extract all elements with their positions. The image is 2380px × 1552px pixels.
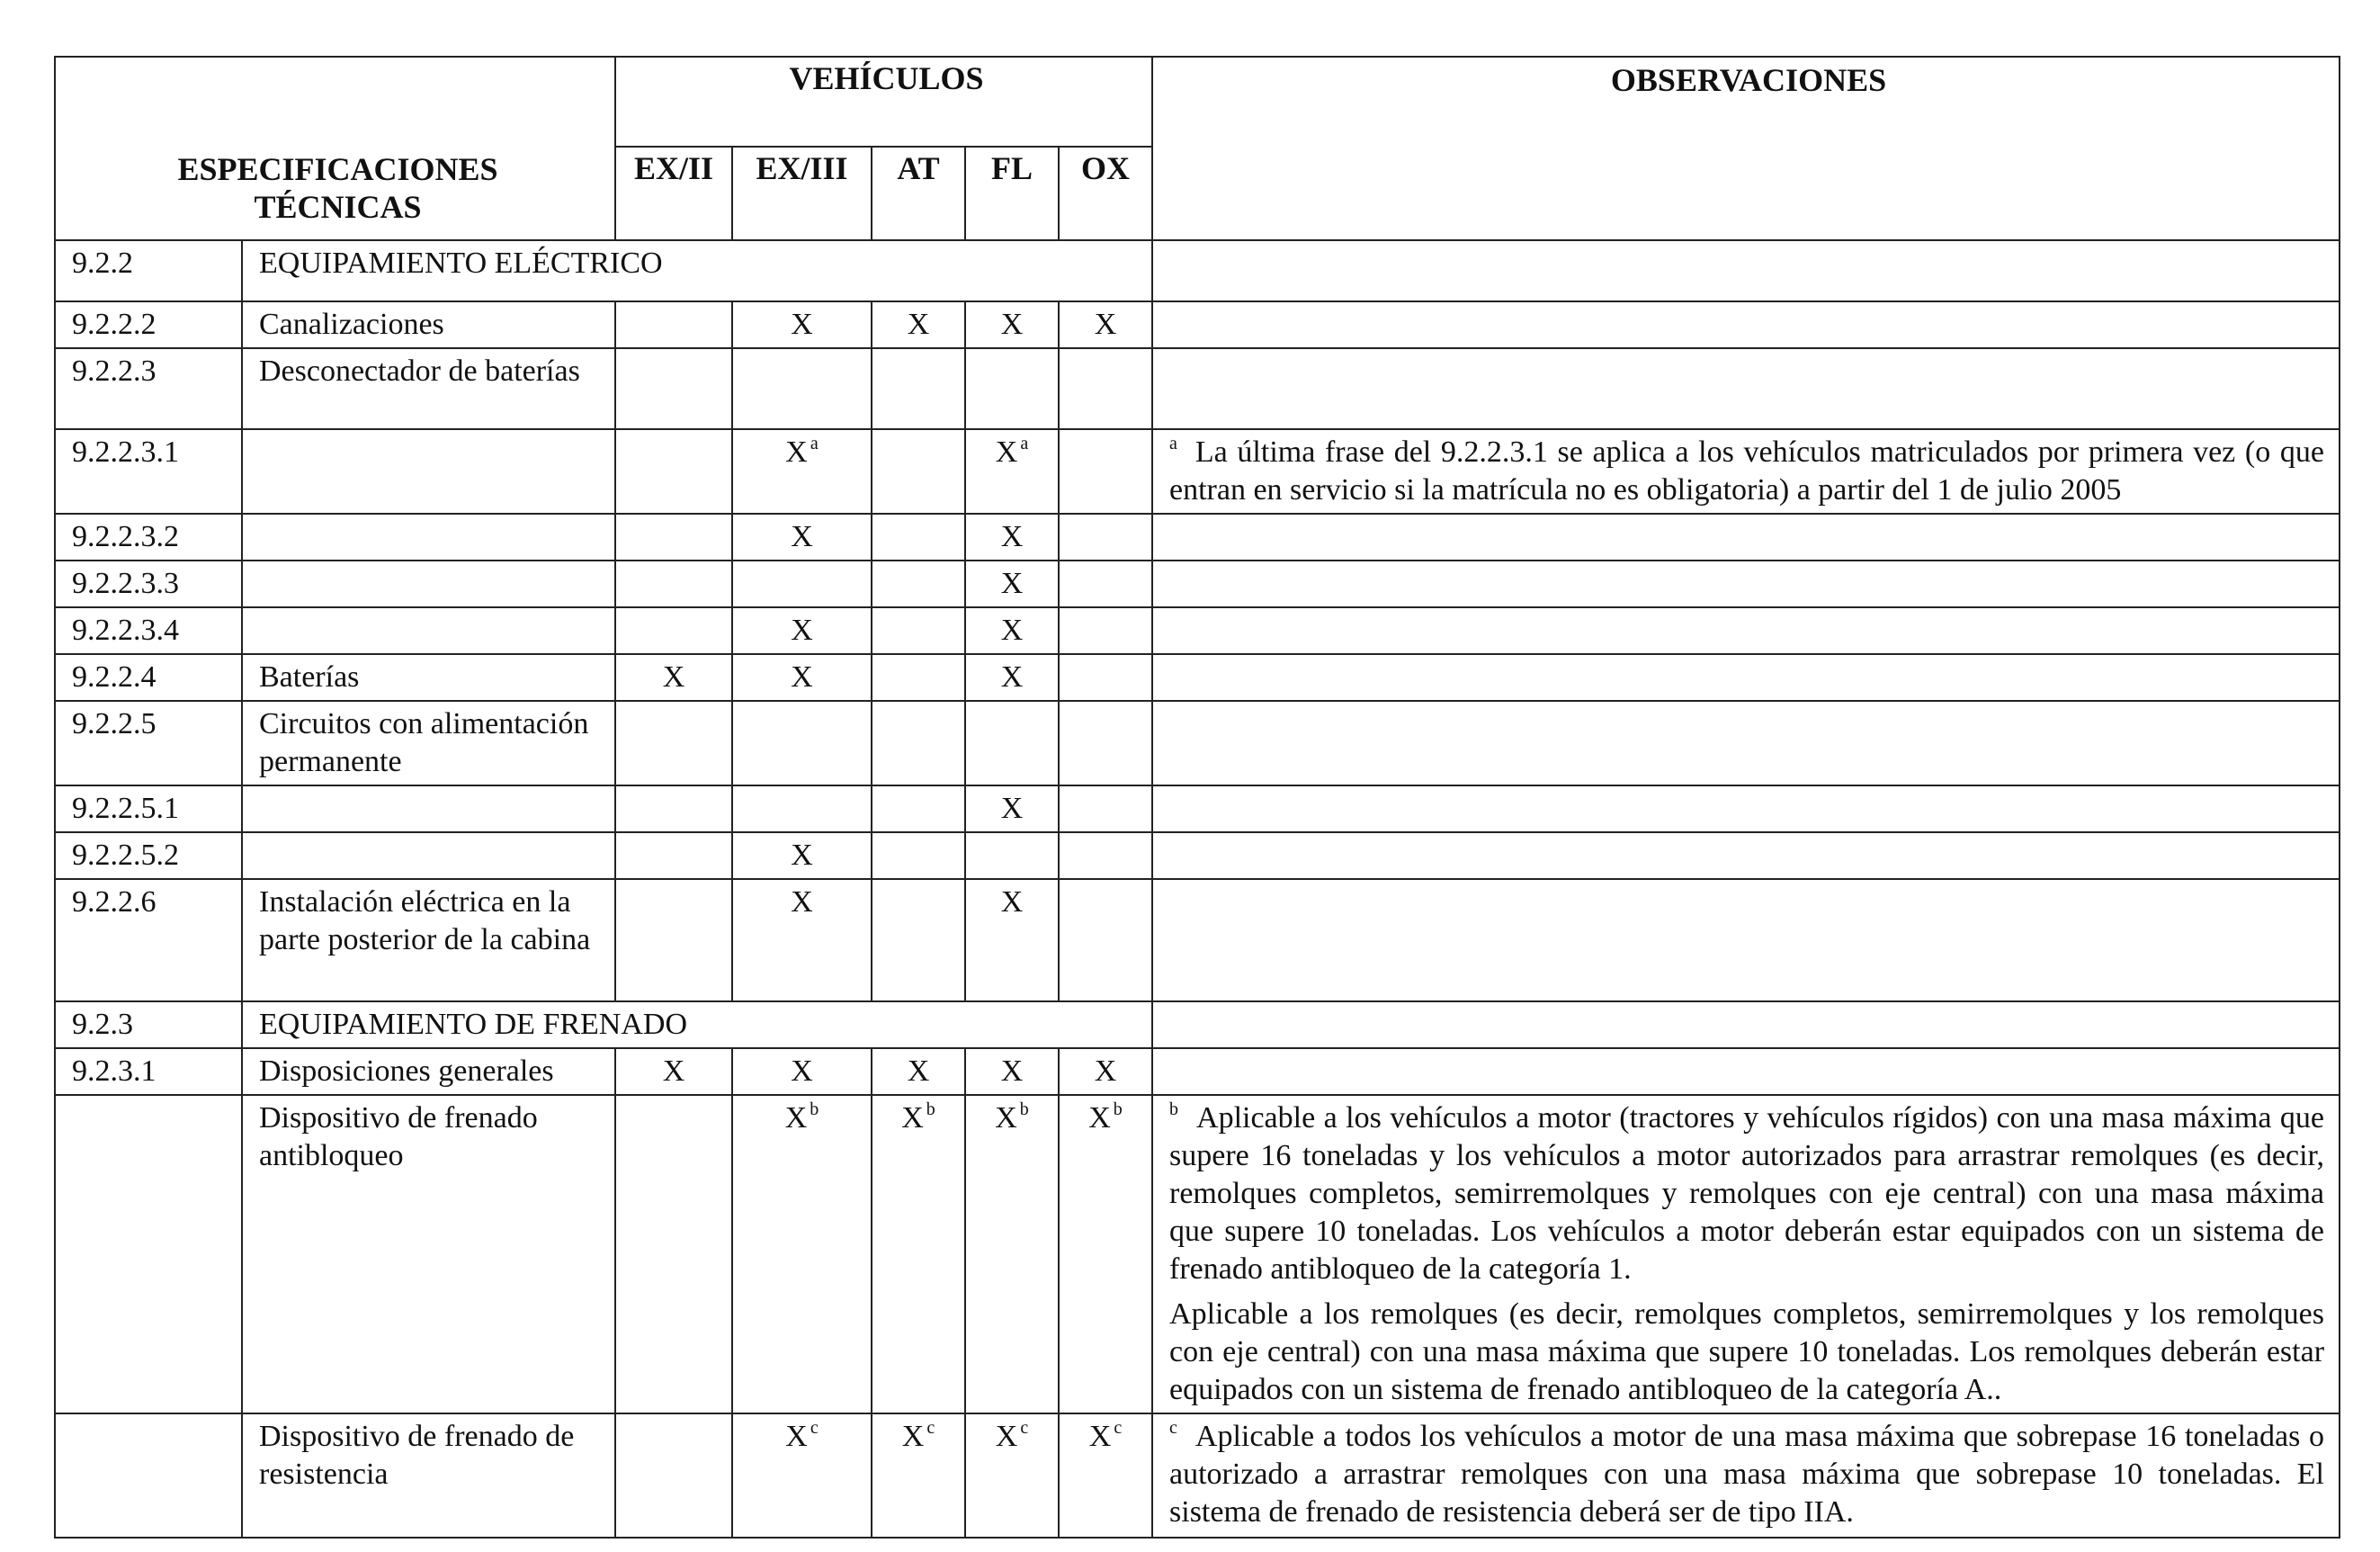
mark-ex-ii xyxy=(615,879,732,1001)
mark-ox xyxy=(1059,514,1152,561)
section-number: 9.2.2 xyxy=(55,240,242,301)
observation-cell xyxy=(1152,785,2340,832)
spec-number: 9.2.2.5.2 xyxy=(55,832,242,879)
mark-fl xyxy=(965,348,1059,429)
mark-ex-ii xyxy=(615,1413,732,1538)
mark-value: X xyxy=(1000,308,1024,341)
mark-value: X xyxy=(995,1101,1017,1135)
footnote-ref: b xyxy=(1019,1099,1029,1119)
mark-fl xyxy=(965,785,1059,832)
mark-fl xyxy=(965,607,1059,654)
spec-description xyxy=(242,832,615,879)
mark-value: X xyxy=(784,1101,808,1135)
mark-value: X xyxy=(1088,1420,1112,1453)
mark-at xyxy=(872,348,965,429)
spec-description: Instalación eléctrica en la parte posterior de la cabina xyxy=(242,879,615,1001)
section-row xyxy=(55,1001,2340,1048)
table-row xyxy=(55,301,2340,348)
mark-value: X xyxy=(1000,614,1024,647)
col-header-fl: FL xyxy=(965,147,1059,240)
mark-fl xyxy=(965,429,1059,514)
table-row xyxy=(55,561,2340,607)
mark-value: X xyxy=(907,308,930,341)
observation-cell xyxy=(1152,1413,2340,1538)
spec-number: 9.2.2.3.2 xyxy=(55,514,242,561)
mark-ex-iii xyxy=(732,561,872,607)
mark-value: X xyxy=(1000,885,1024,919)
spec-description: Canalizaciones xyxy=(242,301,615,348)
mark-fl xyxy=(965,654,1059,701)
mark-ex-iii xyxy=(732,832,872,879)
observation-cell xyxy=(1152,832,2340,879)
mark-ex-iii xyxy=(732,701,872,785)
footnote-marker: a xyxy=(1169,434,1177,453)
mark-at xyxy=(872,607,965,654)
spec-description xyxy=(242,607,615,654)
mark-at xyxy=(872,701,965,785)
mark-at xyxy=(872,879,965,1001)
spec-number: 9.2.2.3 xyxy=(55,348,242,429)
spec-number: 9.2.2.3.4 xyxy=(55,607,242,654)
observation-text-2: Aplicable a los remolques (es decir, remolques completos, semirremolques y los remolques con eje central) con una masa máxima que supere 10 toneladas. Los remolques deberán estar equipados con un sistema de frenado antibloqueo de la categoría A.. xyxy=(1169,1297,2325,1406)
mark-value: X xyxy=(1000,520,1024,553)
col-header-ox: OX xyxy=(1059,147,1152,240)
observation-cell xyxy=(1152,301,2340,348)
mark-ox xyxy=(1059,429,1152,514)
observation-cell xyxy=(1152,1095,2340,1413)
mark-at xyxy=(872,654,965,701)
table-row xyxy=(55,607,2340,654)
mark-ex-iii xyxy=(732,429,872,514)
spec-number: 9.2.2.6 xyxy=(55,879,242,1001)
mark-value: X xyxy=(1000,660,1024,694)
section-title: EQUIPAMIENTO DE FRENADO xyxy=(242,1001,1152,1048)
mark-at xyxy=(872,561,965,607)
table-row xyxy=(55,701,2340,785)
mark-ox xyxy=(1059,561,1152,607)
mark-value: X xyxy=(785,1420,808,1453)
footnote-ref: b xyxy=(926,1099,935,1119)
mark-at xyxy=(872,514,965,561)
table-row xyxy=(55,785,2340,832)
adr-vehicle-specs-table xyxy=(54,56,2340,1539)
spec-description xyxy=(242,785,615,832)
table-row xyxy=(55,348,2340,429)
col-header-ex-iii: EX/III xyxy=(732,147,872,240)
mark-at xyxy=(872,301,965,348)
observation-cell xyxy=(1152,701,2340,785)
spec-number xyxy=(55,1095,242,1413)
mark-ex-ii xyxy=(615,785,732,832)
table-row xyxy=(55,429,2340,514)
spec-number xyxy=(55,1413,242,1538)
spec-number: 9.2.3.1 xyxy=(55,1048,242,1095)
mark-value: X xyxy=(791,839,813,872)
table-row xyxy=(55,1095,2340,1413)
spec-number: 9.2.2.3.3 xyxy=(55,561,242,607)
mark-value: X xyxy=(1000,1054,1024,1088)
mark-ox xyxy=(1059,607,1152,654)
mark-ox xyxy=(1059,832,1152,879)
mark-value: X xyxy=(907,1054,930,1088)
mark-fl xyxy=(965,1095,1059,1413)
spec-description: Dispositivo de frenado de resistencia xyxy=(242,1413,615,1538)
mark-ox xyxy=(1059,785,1152,832)
mark-ex-ii xyxy=(615,701,732,785)
observation-cell xyxy=(1152,607,2340,654)
mark-value: X xyxy=(791,520,813,553)
observation-cell xyxy=(1152,514,2340,561)
mark-fl xyxy=(965,1413,1059,1538)
mark-value: X xyxy=(791,308,813,341)
observation-cell xyxy=(1152,1048,2340,1095)
section-row xyxy=(55,240,2340,301)
observation-cell xyxy=(1152,879,2340,1001)
table-row xyxy=(55,654,2340,701)
spec-description: Circuitos con alimentación permanente xyxy=(242,701,615,785)
mark-value: X xyxy=(995,435,1018,469)
section-number: 9.2.3 xyxy=(55,1001,242,1048)
footnote-ref: c xyxy=(1114,1418,1123,1438)
mark-ex-ii xyxy=(615,607,732,654)
especificaciones-header xyxy=(55,147,615,240)
mark-fl xyxy=(965,514,1059,561)
mark-ox xyxy=(1059,701,1152,785)
mark-ex-ii xyxy=(615,561,732,607)
mark-value: X xyxy=(1088,1101,1111,1135)
mark-ex-iii xyxy=(732,514,872,561)
mark-ex-iii xyxy=(732,785,872,832)
observation-cell xyxy=(1152,1001,2340,1048)
spec-number: 9.2.2.3.1 xyxy=(55,429,242,514)
table-body xyxy=(55,240,2340,1538)
mark-fl xyxy=(965,701,1059,785)
observaciones-header: OBSERVACIONES xyxy=(1152,57,2340,240)
spec-description: Disposiciones generales xyxy=(242,1048,615,1095)
mark-ex-ii xyxy=(615,832,732,879)
spec-number: 9.2.2.5 xyxy=(55,701,242,785)
mark-at xyxy=(872,832,965,879)
observation-cell xyxy=(1152,561,2340,607)
mark-value: X xyxy=(901,1420,925,1453)
spec-number: 9.2.2.5.1 xyxy=(55,785,242,832)
col-header-at: AT xyxy=(872,147,965,240)
observation-cell xyxy=(1152,654,2340,701)
mark-value: X xyxy=(995,1420,1018,1453)
vehiculos-header: VEHÍCULOS xyxy=(615,57,1152,147)
spec-header-top xyxy=(55,57,615,147)
mark-fl xyxy=(965,1048,1059,1095)
table-row xyxy=(55,1413,2340,1538)
observation-text xyxy=(1169,1099,2324,1288)
footnote-ref: b xyxy=(810,1099,819,1119)
mark-value: X xyxy=(791,614,813,647)
mark-value: X xyxy=(1094,1054,1117,1088)
mark-ex-iii xyxy=(732,879,872,1001)
mark-ex-ii xyxy=(615,301,732,348)
spec-number: 9.2.2.4 xyxy=(55,654,242,701)
mark-ex-iii xyxy=(732,1095,872,1413)
observation-text xyxy=(1169,1418,2324,1531)
mark-fl xyxy=(965,879,1059,1001)
mark-value: X xyxy=(791,885,813,919)
mark-ex-iii xyxy=(732,607,872,654)
mark-ox xyxy=(1059,348,1152,429)
table-row xyxy=(55,514,2340,561)
observation-body: La última frase del 9.2.2.3.1 se aplica a los vehículos matriculados por primera vez (o que entran en servicio si la matrícula no es obligatoria) a partir del 1 de julio 2005 xyxy=(1169,435,2325,507)
mark-value: X xyxy=(901,1101,924,1135)
footnote-ref: a xyxy=(810,434,819,453)
table-row xyxy=(55,879,2340,1001)
observation-body: Aplicable a todos los vehículos a motor de una masa máxima que sobrepase 16 toneladas o autorizado a arrastrar remolques con una masa máxima que sobrepase 10 toneladas. El sistema de frenado de resistencia deberá ser de tipo IIA. xyxy=(1169,1420,2325,1529)
mark-ex-ii xyxy=(615,654,732,701)
observation-body: Aplicable a los vehículos a motor (tractores y vehículos rígidos) con una masa máxima que supere 16 toneladas y los vehículos a motor autorizados para arrastrar remolques (es decir, remolques completos, semirremolques y remolques con eje central) con una masa máxima que supere 10 toneladas. Los vehículos a motor deberán estar equipados con un sistema de frenado antibloqueo de la categoría 1. xyxy=(1169,1101,2325,1286)
mark-ox xyxy=(1059,1048,1152,1095)
mark-ex-ii xyxy=(615,348,732,429)
footnote-ref: b xyxy=(1113,1099,1123,1119)
footnote-marker: c xyxy=(1169,1418,1177,1438)
mark-fl xyxy=(965,561,1059,607)
observation-cell xyxy=(1152,240,2340,301)
mark-ox xyxy=(1059,301,1152,348)
mark-ox xyxy=(1059,654,1152,701)
mark-value: X xyxy=(791,1054,813,1088)
spec-description xyxy=(242,561,615,607)
mark-ox xyxy=(1059,879,1152,1001)
spec-description: Baterías xyxy=(242,654,615,701)
mark-ex-iii xyxy=(732,1413,872,1538)
mark-value: X xyxy=(662,660,685,694)
mark-ox xyxy=(1059,1095,1152,1413)
mark-at xyxy=(872,1095,965,1413)
mark-ex-ii xyxy=(615,429,732,514)
mark-value: X xyxy=(1094,308,1117,341)
footnote-ref: c xyxy=(926,1418,935,1438)
mark-ex-iii xyxy=(732,301,872,348)
mark-at xyxy=(872,785,965,832)
mark-ex-ii xyxy=(615,1095,732,1413)
footnote-ref: c xyxy=(810,1418,819,1438)
footnote-marker: b xyxy=(1169,1099,1179,1119)
mark-value: X xyxy=(791,660,813,694)
footnote-ref: a xyxy=(1020,434,1029,453)
spec-description: Dispositivo de frenado antibloqueo xyxy=(242,1095,615,1413)
observation-text xyxy=(1169,434,2324,509)
mark-value: X xyxy=(1000,792,1024,825)
mark-value: X xyxy=(1000,567,1024,600)
col-header-ex-ii: EX/II xyxy=(615,147,732,240)
spec-header-line2: TÉCNICAS xyxy=(254,189,422,225)
mark-ex-iii xyxy=(732,1048,872,1095)
mark-value: X xyxy=(662,1054,685,1088)
mark-at xyxy=(872,1048,965,1095)
mark-ex-ii xyxy=(615,1048,732,1095)
table-row xyxy=(55,832,2340,879)
footnote-ref: c xyxy=(1020,1418,1029,1438)
spec-description: Desconectador de baterías xyxy=(242,348,615,429)
mark-fl xyxy=(965,832,1059,879)
observation-cell xyxy=(1152,429,2340,514)
spec-description xyxy=(242,429,615,514)
spec-number: 9.2.2.2 xyxy=(55,301,242,348)
mark-fl xyxy=(965,301,1059,348)
spec-description xyxy=(242,514,615,561)
mark-ox xyxy=(1059,1413,1152,1538)
mark-ex-iii xyxy=(732,654,872,701)
table-row xyxy=(55,1048,2340,1095)
observation-cell xyxy=(1152,348,2340,429)
mark-at xyxy=(872,429,965,514)
mark-ex-iii xyxy=(732,348,872,429)
spec-header-line1: ESPECIFICACIONES xyxy=(177,151,498,187)
mark-value: X xyxy=(785,435,808,469)
mark-at xyxy=(872,1413,965,1538)
mark-ex-ii xyxy=(615,514,732,561)
section-title: EQUIPAMIENTO ELÉCTRICO xyxy=(242,240,1152,301)
